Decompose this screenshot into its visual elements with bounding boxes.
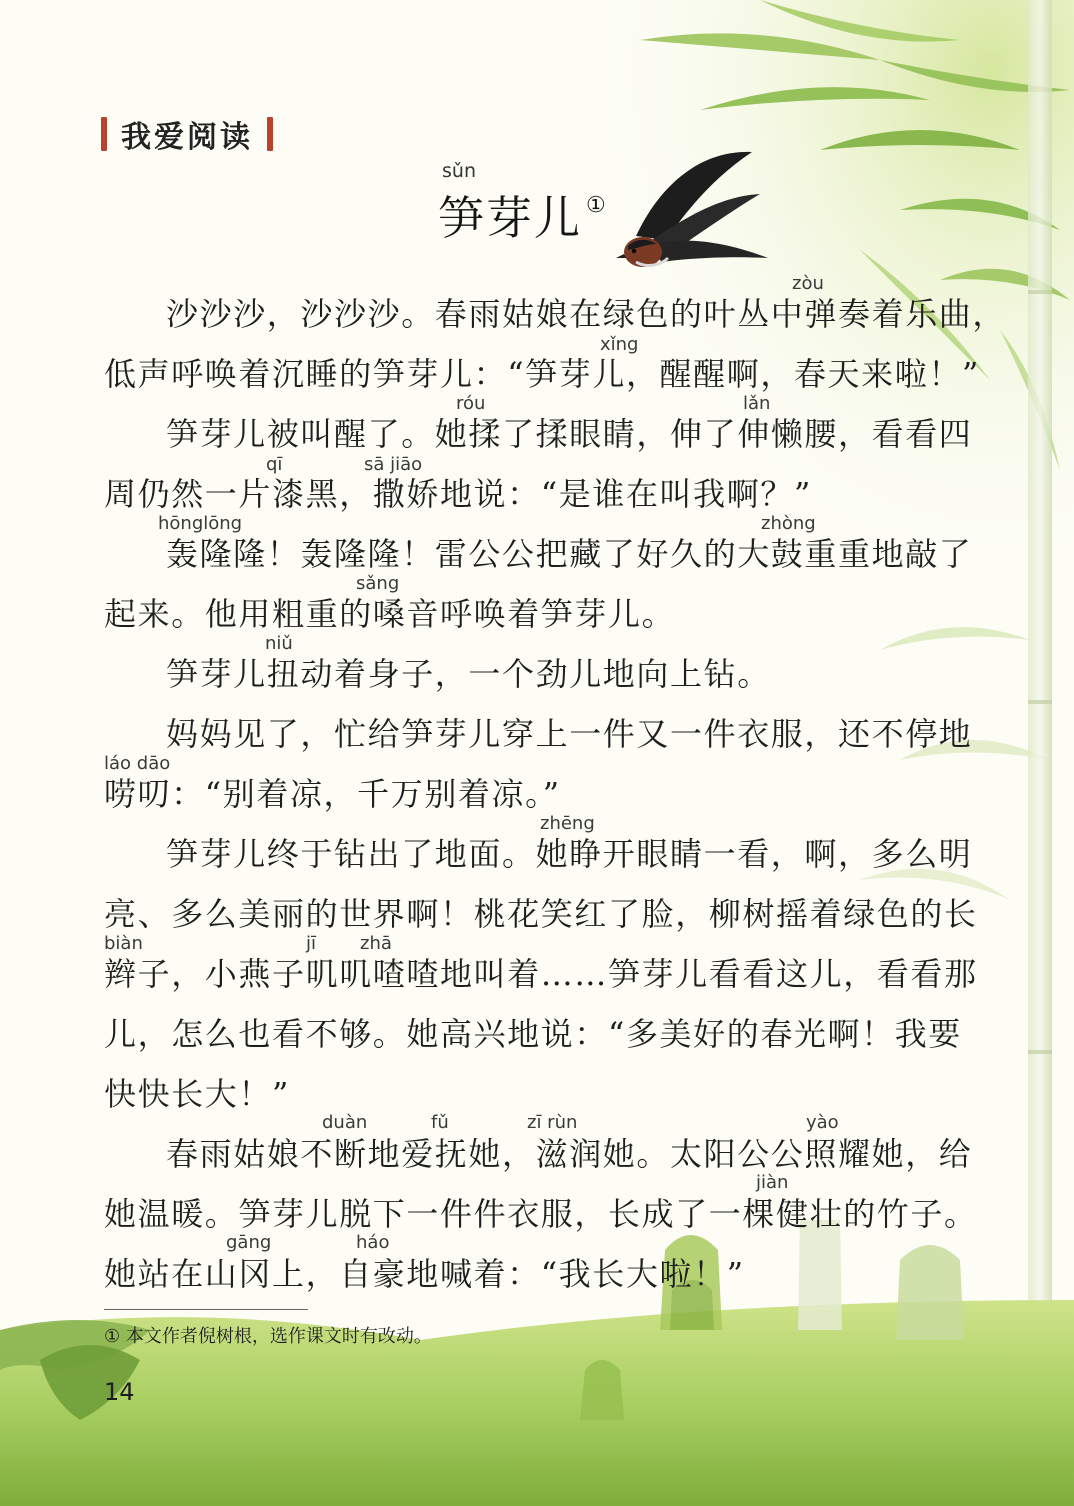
pinyin-annotation: láo dāo: [104, 753, 171, 774]
pinyin-annotation: hōnglōng: [158, 513, 243, 534]
section-bar-right: [267, 117, 273, 151]
text-line: 笋芽儿终于钻出了地面。她睁开眼睛一看，啊，多么明: [166, 835, 973, 873]
pinyin-annotation: zhòng: [761, 513, 816, 534]
text-line: 笋芽儿扭动着身子，一个劲儿地向上钻。: [166, 655, 771, 693]
footnote: ① 本文作者倪树根，选作课文时有改动。: [104, 1326, 432, 1347]
pinyin-annotation: duàn: [322, 1112, 368, 1133]
section-label: [101, 112, 273, 156]
text-line: 轰隆隆！轰隆隆！雷公公把藏了好久的大鼓重重地敲了: [166, 535, 973, 573]
pinyin-annotation: zhēng: [540, 813, 595, 834]
pinyin-annotation: sǎng: [356, 573, 400, 594]
page-number: 14: [104, 1378, 135, 1406]
text-line: 周仍然一片漆黑，撒娇地说：“是谁在叫我啊？”: [104, 475, 812, 513]
footnote-divider: [104, 1309, 308, 1310]
pinyin-annotation: lǎn: [743, 393, 771, 414]
text-line: 亮、多么美丽的世界啊！桃花笑红了脸，柳树摇着绿色的长: [104, 895, 978, 933]
text-line: 她站在山冈上，自豪地喊着：“我长大啦！”: [104, 1255, 745, 1293]
text-line: 春雨姑娘不断地爱抚她，滋润她。太阳公公照耀她，给: [166, 1135, 973, 1173]
title-main: 笋芽儿: [438, 191, 582, 245]
pinyin-annotation: gāng: [226, 1232, 272, 1253]
pinyin-annotation: zī rùn: [527, 1112, 578, 1133]
title-text: [438, 182, 608, 248]
text-line: 低声呼唤着沉睡的笋芽儿：“笋芽儿，醒醒啊，春天来啦！”: [104, 355, 980, 393]
pinyin-annotation: zhā: [360, 933, 392, 954]
text-line: 唠叨：“别着凉，千万别着凉。”: [104, 775, 561, 813]
pinyin-annotation: jī: [306, 933, 317, 954]
text-line: 她温暖。笋芽儿脱下一件件衣服，长成了一棵健壮的竹子。: [104, 1195, 978, 1233]
pinyin-annotation: róu: [456, 393, 486, 414]
title-pinyin: sǔn: [442, 160, 476, 182]
pinyin-annotation: fǔ: [431, 1112, 449, 1133]
pinyin-annotation: yào: [806, 1112, 839, 1133]
text-line: 儿，怎么也看不够。她高兴地说：“多美好的春光啊！我要: [104, 1015, 962, 1053]
text-line: 辫子，小燕子叽叽喳喳地叫着……笋芽儿看看这儿，看看那: [104, 955, 978, 993]
pinyin-annotation: zòu: [792, 273, 824, 294]
section-bar-left: [101, 117, 107, 151]
text-line: 妈妈见了，忙给笋芽儿穿上一件又一件衣服，还不停地: [166, 715, 973, 753]
text-line: 笋芽儿被叫醒了。她揉了揉眼睛，伸了伸懒腰，看看四: [166, 415, 973, 453]
section-label-text: 我爱阅读: [121, 120, 253, 155]
pinyin-annotation: háo: [356, 1232, 390, 1253]
pinyin-annotation: qī: [266, 454, 283, 475]
text-line: 快快长大！”: [104, 1075, 290, 1113]
pinyin-annotation: xǐng: [600, 334, 639, 355]
pinyin-annotation: niǔ: [265, 633, 293, 654]
text-line: 起来。他用粗重的嗓音呼唤着笋芽儿。: [104, 595, 676, 633]
pinyin-annotation: jiàn: [756, 1172, 789, 1193]
pinyin-annotation: sā jiāo: [364, 454, 423, 475]
title-footnote-mark: ①: [586, 193, 608, 218]
pinyin-annotation: biàn: [104, 933, 143, 954]
text-line: 沙沙沙，沙沙沙。春雨姑娘在绿色的叶丛中弹奏着乐曲，: [166, 295, 1007, 333]
